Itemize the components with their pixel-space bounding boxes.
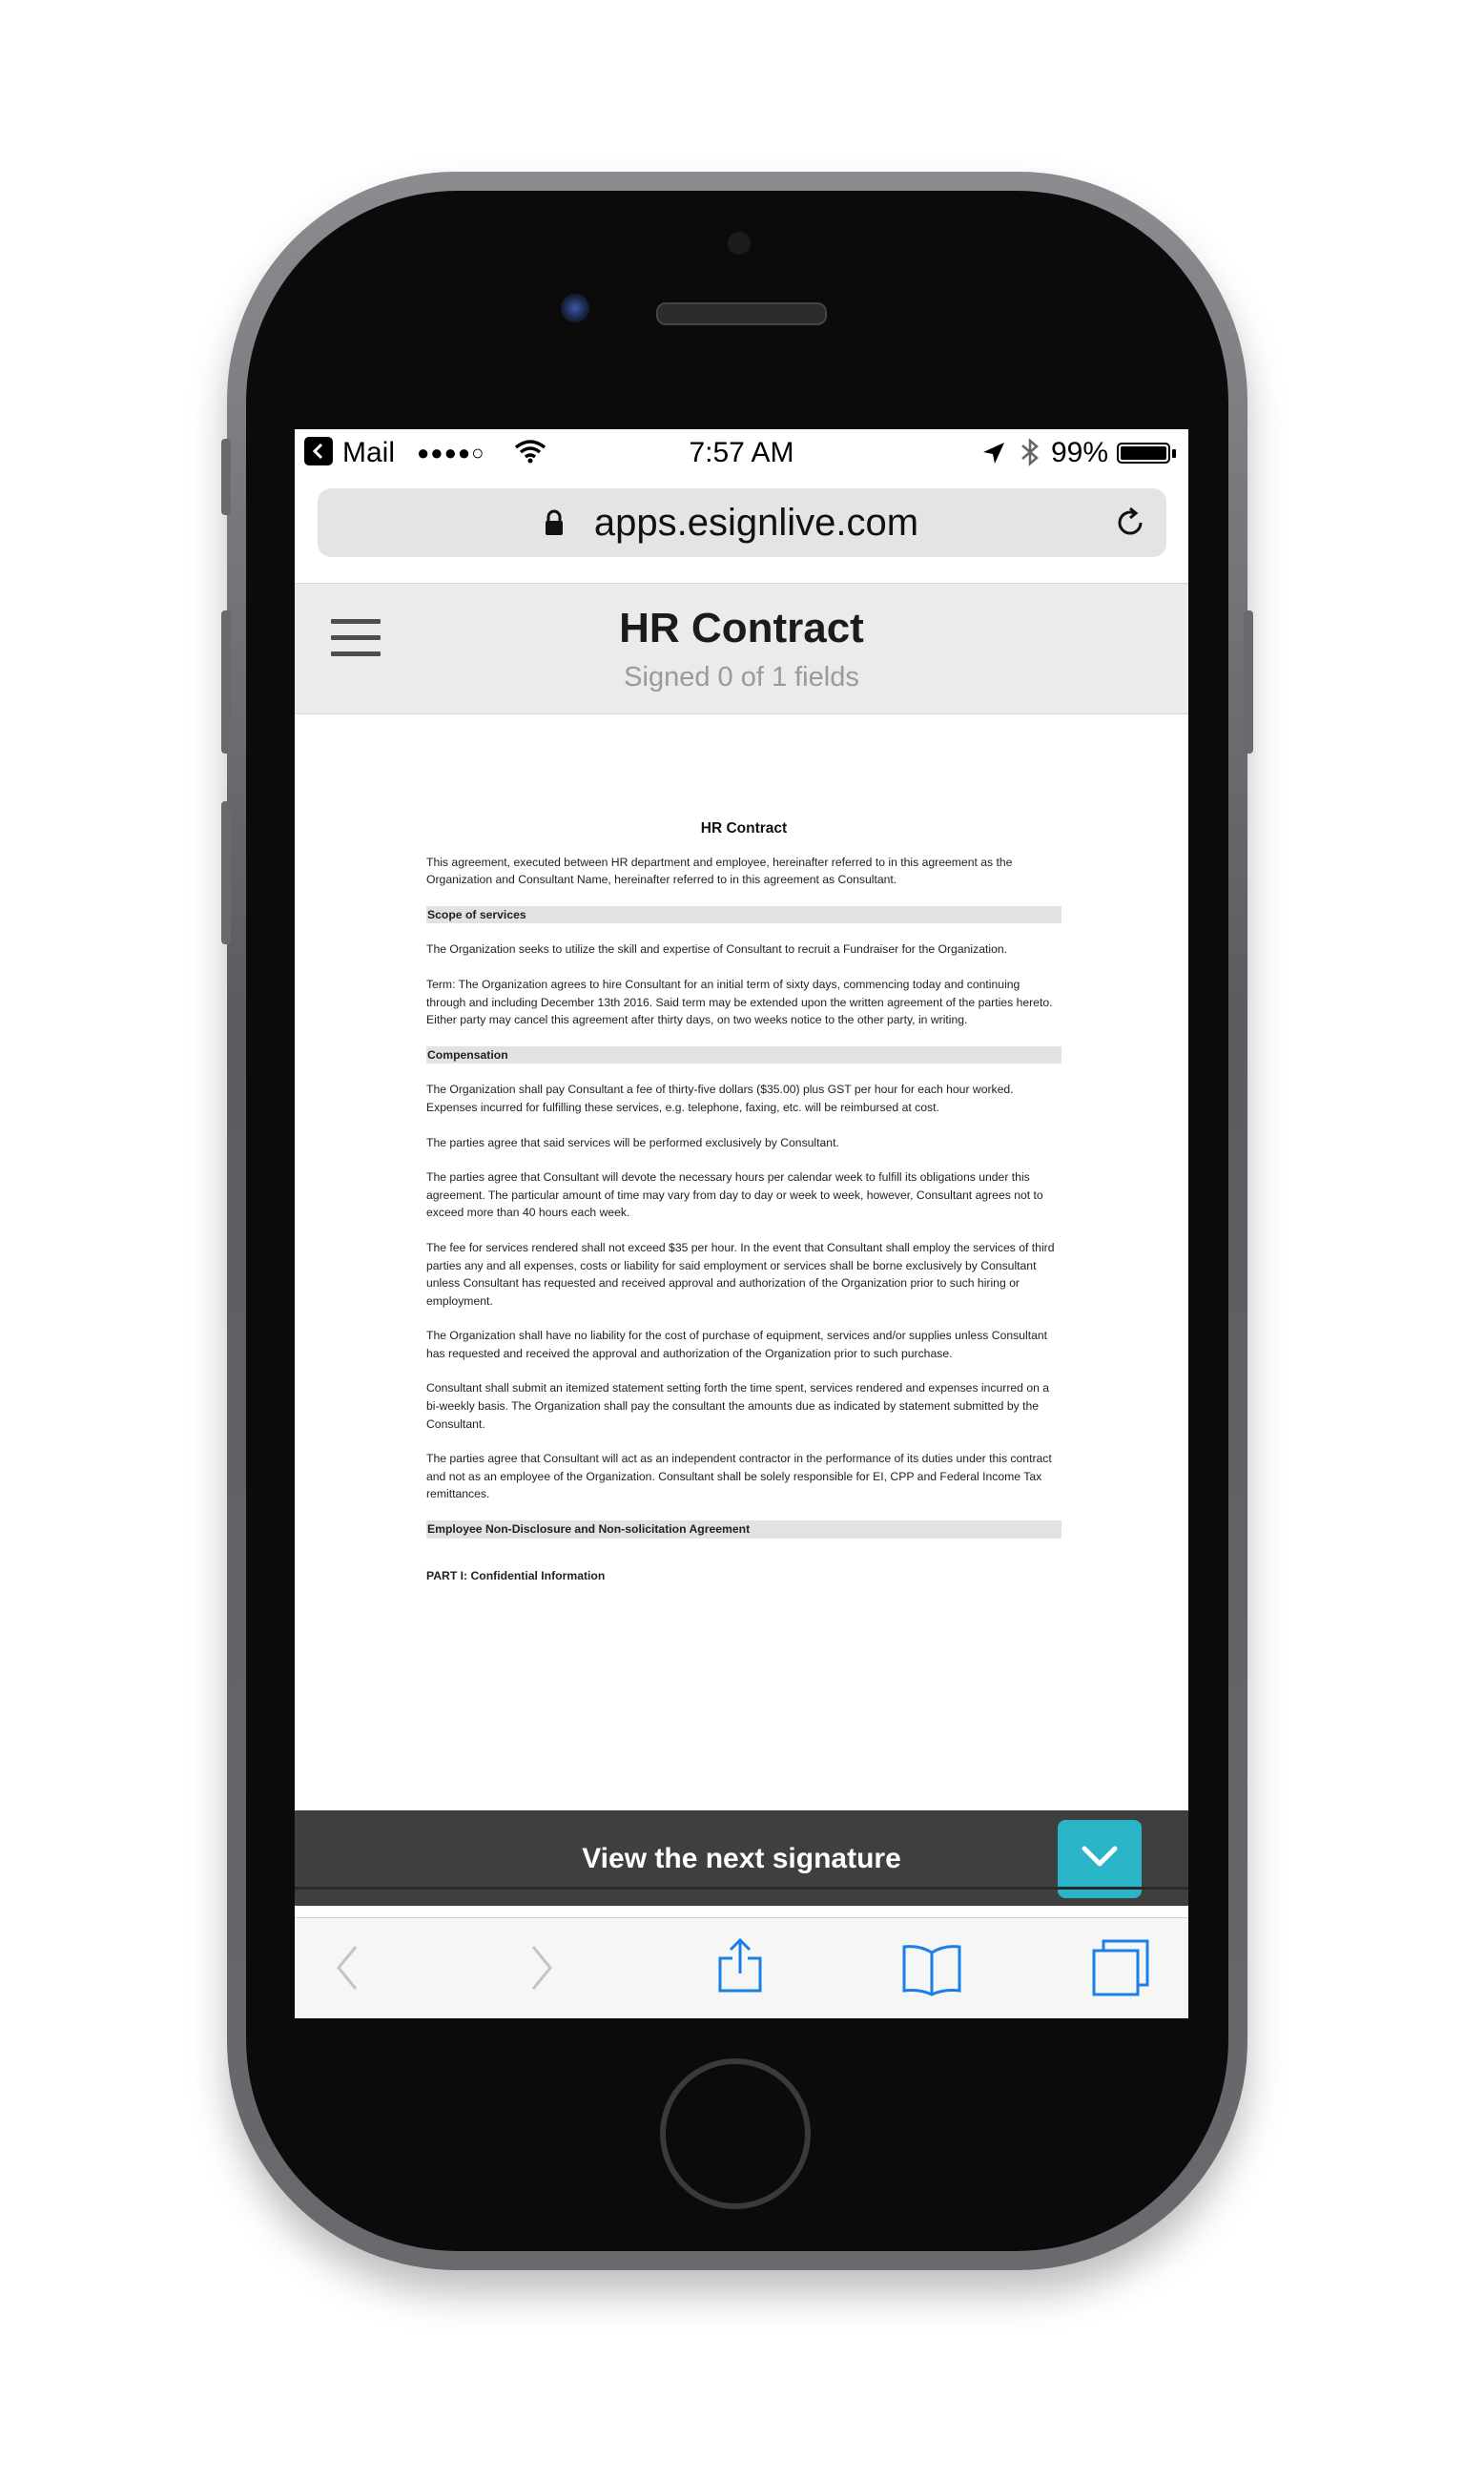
paragraph: The Organization seeks to utilize the skill and expertise of Consultant to recruit a Fundraiser for the Organization. (426, 942, 1008, 957)
cell-signal: ●●●●○ (417, 441, 485, 465)
reload-icon[interactable] (1113, 506, 1147, 545)
browser-toolbar (295, 1917, 1188, 2018)
tabs-icon[interactable] (1090, 1937, 1151, 2003)
bluetooth-icon (1020, 437, 1041, 475)
proximity-sensor (728, 232, 751, 255)
page-title: HR Contract (619, 605, 864, 651)
battery-level (1121, 446, 1166, 460)
next-signature-label[interactable]: View the next signature (582, 1843, 901, 1874)
bookmarks-icon[interactable] (900, 1943, 963, 2001)
battery-percent: 99% (1051, 437, 1109, 468)
volume-down-button (221, 801, 231, 944)
battery-icon (1117, 443, 1170, 464)
status-time: 7:57 AM (689, 437, 794, 468)
home-button[interactable] (660, 2058, 811, 2209)
section-heading-compensation: Compensation (426, 1046, 1061, 1064)
paragraph: Term: The Organization agrees to hire Consultant for an initial term of sixty days, commencing today and continuing through and including December 13th 2016. Said term may be extended upon the written agreement of the parties hereto. Either party may cancel this agreement after thirty days, on two weeks notice to the other party, in writing. (426, 977, 1053, 1027)
earpiece-speaker (656, 302, 827, 325)
forward-chevron-icon[interactable] (527, 1943, 556, 1997)
location-arrow-icon (981, 441, 1006, 473)
document-title: HR Contract (700, 820, 788, 837)
url-text[interactable]: apps.esignlive.com (593, 502, 919, 544)
paragraph: The fee for services rendered shall not exceed $35 per hour. In the event that Consultant shall employ the services of third parties any and all expenses, costs or liability for said employment or services shall be borne exclusively by Consultant unless Consultant has requested and received approval and authorization of the Organization prior to such hiring or employment. (426, 1240, 1055, 1308)
phone-screen (295, 429, 1188, 2018)
volume-up-button (221, 610, 231, 754)
paragraph: The Organization shall have no liability for the cost of purchase of equipment, services and/or supplies unless Consultant has requested and received the approval and authorization of the Organization prior to such purchase. (426, 1329, 1048, 1360)
app-header (295, 583, 1188, 714)
back-app-label[interactable]: Mail (342, 437, 396, 468)
section-heading-non-disclosure: Employee Non-Disclosure and Non-solicitation Agreement (426, 1520, 1061, 1539)
document-intro: This agreement, executed between HR department and employee, hereinafter referred to in this agreement as the Organization and Consultant Name, hereinafter referred to in this agreement as Consultant. (426, 855, 1013, 887)
next-signature-bar[interactable] (295, 1810, 1188, 1906)
paragraph: The Organization shall pay Consultant a fee of thirty-five dollars ($35.00) plus GST per hour for each hour worked. Expenses incurred for fulfilling these services, e.g. telephone, faxing, etc. will be reimbursed at cost. (426, 1083, 1014, 1114)
signing-progress: Signed 0 of 1 fields (624, 662, 859, 692)
document-page (426, 820, 1061, 1584)
part-heading: PART I: Confidential Information (426, 1568, 606, 1582)
address-bar[interactable] (318, 488, 1166, 557)
mute-switch (221, 439, 231, 515)
paragraph: The parties agree that said services will be performed exclusively by Consultant. (426, 1135, 839, 1149)
divider (295, 1887, 1188, 1890)
back-chevron-icon[interactable] (333, 1943, 361, 1997)
paragraph: Consultant shall submit an itemized statement setting forth the time spent, services rendered and expenses incurred on a bi-weekly basis. The Organization shall pay the consultant the amounts due as indicated by statement submitted by the Consultant. (426, 1381, 1050, 1431)
paragraph: The parties agree that Consultant will act as an independent contractor in the performance of its duties under this contract and not as an employee of the Organization. Consultant shall be solely responsible for EI, CPP and Federal Income Tax remittances. (426, 1452, 1052, 1501)
front-camera (561, 294, 589, 322)
paragraph: The parties agree that Consultant will devote the necessary hours per calendar week to fulfill its obligations under this agreement. The particular amount of time may vary from day to day or week to week, however, Consultant agrees not to exceed more than 40 hours each week. (426, 1170, 1043, 1220)
status-bar (295, 429, 1188, 477)
battery-tip (1172, 449, 1176, 458)
power-button (1244, 610, 1253, 754)
share-icon[interactable] (716, 1937, 764, 1999)
section-heading-scope: Scope of services (426, 906, 1061, 924)
